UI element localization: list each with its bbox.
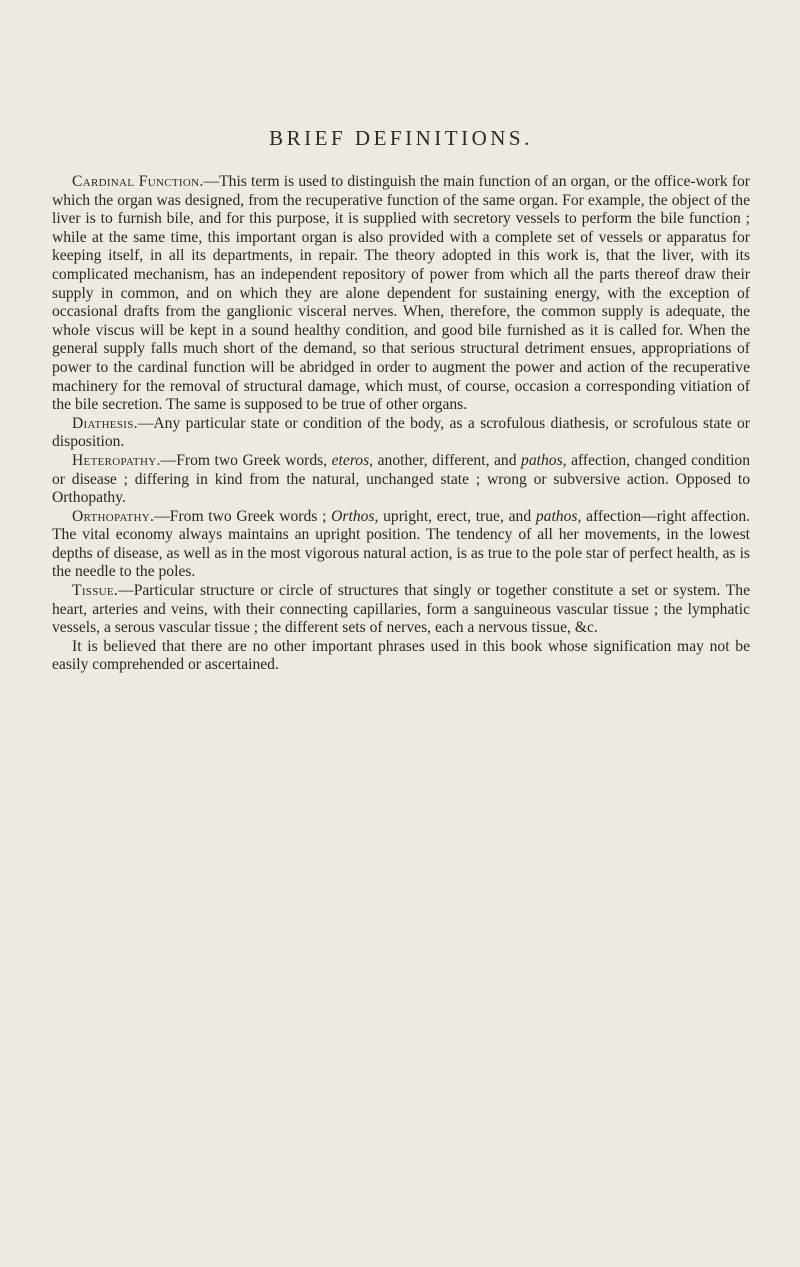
definition-text: —This term is used to distinguish the main function of an organ, or the office-work for which the organ was designed, from the recuperative function of the same organ. For example, the object of the liver is to furnish bile, and for this purpose, it is supplied with secretory vessels to perform the bile function ; while at the same time, this important organ is also provided with a complete set of vessels or apparatus for keeping itself, in all its departments, in repair. The theory adopted in this work is, that the liver, with its complicated mechanism, has an independent repository of power from which all the parts thereof draw their supply in common, and on which they are alone dependent for sustaining energy, with the exception of occasional drafts from the ganglionic visceral nerves. When, therefore, the common supply is adequate, the whole viscus will be kept in a sound healthy condition, and good bile furnished as it is called for. When the general supply falls much short of the demand, so that serious structural detriment ensues, appropriations of power to the cardinal function will be abridged in order to augment the power and action of the recuperative machinery for the removal of structural damage, which must, of course, occasion a corresponding vitiation of the bile secretion. The same is supposed to be true of other organs.: [52, 173, 751, 414]
definition-heteropathy: [52, 452, 750, 508]
page: [52, 126, 750, 675]
page-title: BRIEF DEFINITIONS.: [269, 126, 533, 150]
definition-term: Heteropathy.: [72, 451, 161, 469]
definition-orthopathy: [52, 508, 750, 582]
definition-text: affection—right affection. The vital economy always maintains an upright position. The tendency of all her movements, in the lowest depths of disease, as well as in the most vigorous natural action, is as true to the pole star of perfect health, as is the needle to the poles.: [52, 507, 751, 581]
definition-text: affection, changed condition or disease ; differing in kind from the natural, unchanged state ; wrong or subversive action. Opposed to Orthopathy.: [52, 451, 751, 507]
definition-text: another, different, and: [373, 451, 522, 469]
definition-text: —Any particular state or condition of the body, as a scrofulous diathesis, or scrofulous state or disposition.: [52, 414, 750, 451]
definition-term: Cardinal Function.: [72, 173, 204, 190]
definition-diathesis: [52, 415, 750, 452]
definition-term: Orthopathy.: [72, 507, 155, 525]
definition-cardinal-function: [52, 173, 750, 415]
definition-tissue: [52, 582, 750, 638]
definition-text: —From two Greek words ;: [154, 507, 332, 525]
greek-word: pathos,: [535, 507, 582, 525]
closing-paragraph: It is believed that there are no other important phrases used in this book whose signification may not be easily comprehended or ascertained.: [52, 637, 750, 674]
definition-term: Tissue.: [72, 582, 119, 600]
definition-text: upright, erect, true, and: [378, 507, 536, 525]
greek-word: Orthos,: [331, 507, 379, 525]
definition-text: —From two Greek words,: [160, 451, 332, 469]
definition-text: —Particular structure or circle of structures that singly or together constitute a set or system. The heart, arteries and veins, with their connecting capillaries, form a sanguineous vascular tissue ; the lymphatic vessels, a serous vascular tissue ; the different sets of nerves, each a nervous tissue, &c.: [52, 582, 750, 637]
greek-word: eteros,: [331, 451, 374, 469]
greek-word: pathos,: [521, 451, 567, 469]
definition-term: Diathesis.: [72, 414, 138, 432]
